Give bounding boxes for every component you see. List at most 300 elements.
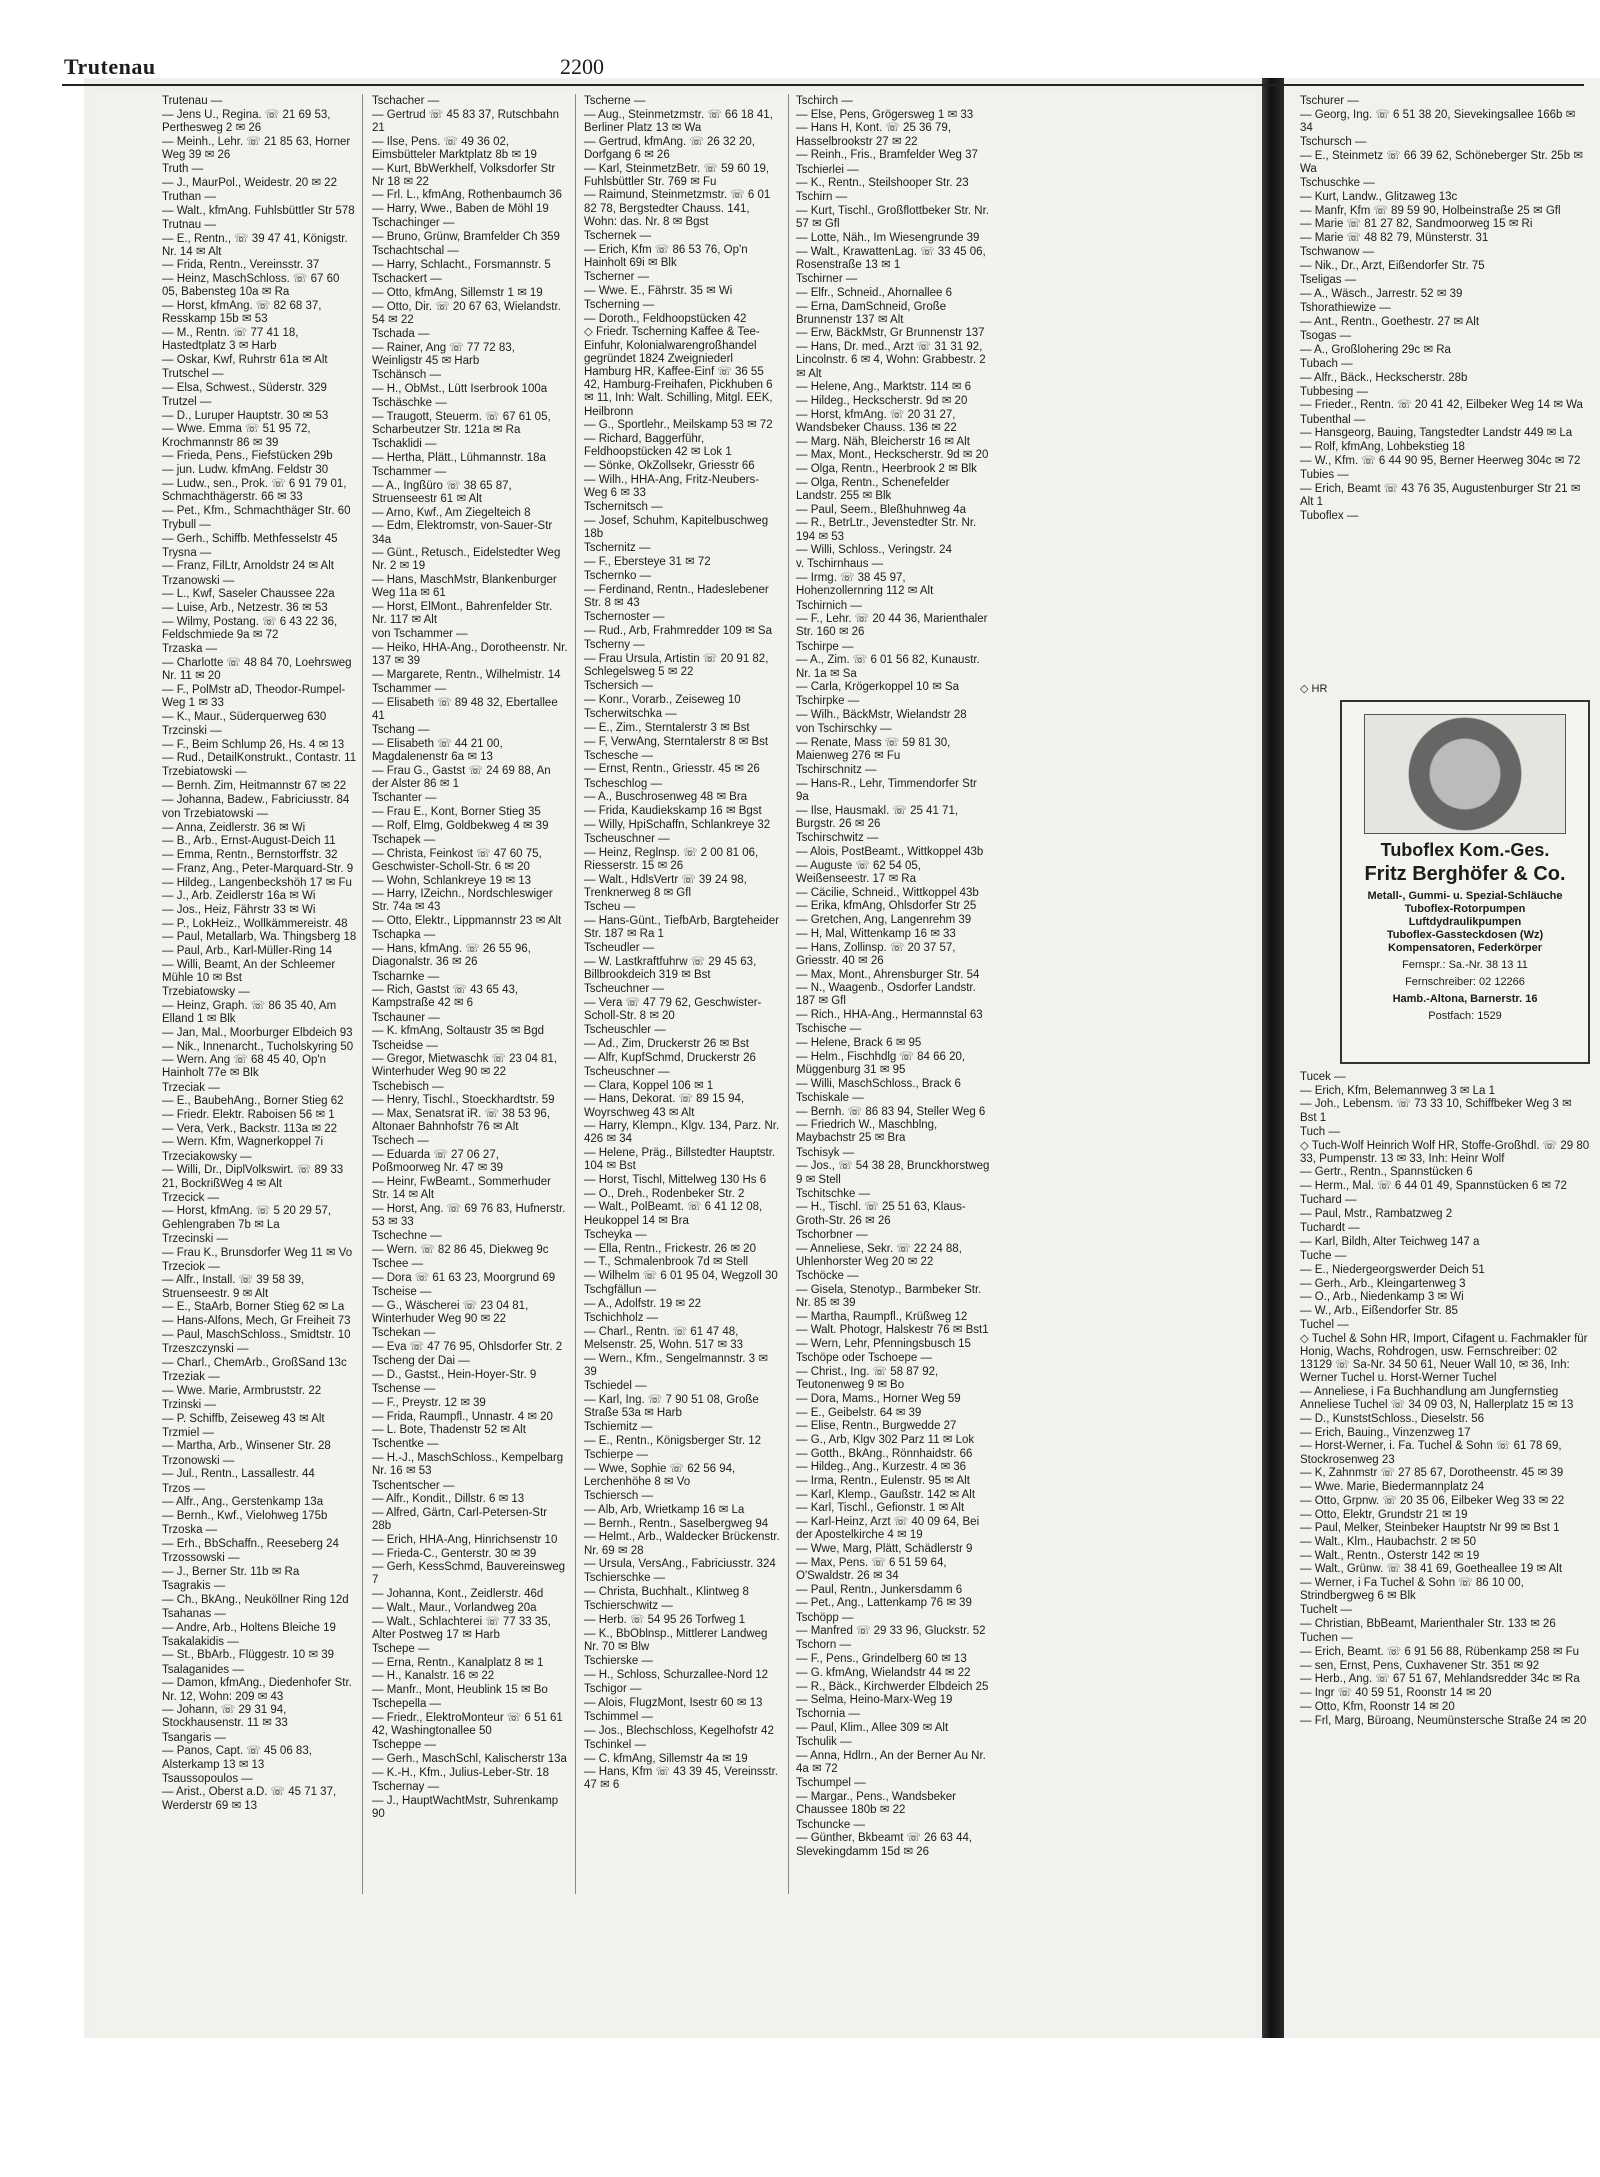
directory-entry: — Irma, Rentn., Eulenstr. 95 ✉ Alt [796, 1475, 970, 1488]
directory-entry: — Cäcilie, Schneid., Wittkoppel 43b [796, 886, 979, 899]
directory-entry: Tschekan — [372, 1327, 436, 1340]
directory-entry: Tschiersch — [584, 1490, 654, 1503]
directory-entry: — Gerh, KessSchmd, Bauvereinsweg 7 [372, 1561, 566, 1587]
directory-entry: — E., Geibelstr. 64 ✉ 39 [796, 1406, 922, 1419]
directory-entry: — Christian, BbBeamt, Marienthaler Str. 133 ✉ 26 [1300, 1618, 1556, 1631]
directory-entry: — L., Kwf, Saseler Chaussee 22a [162, 588, 335, 601]
directory-entry: — Wern., Kfm., Sengelmannstr. 3 ✉ 39 [584, 1352, 768, 1378]
ad-company: Tuboflex Kom.-Ges. [1380, 840, 1550, 860]
directory-entry: — E., Rentn., ☏ 39 47 41, Königstr. Nr. 14 ✉ Alt [162, 232, 348, 258]
directory-entry: Tschentscher — [372, 1479, 455, 1492]
directory-entry: Tschwanow — [1300, 246, 1375, 259]
directory-entry: Trybull — [162, 518, 211, 531]
directory-entry: — Max, Mont., Heckscherstr. 9d ✉ 20 [796, 449, 989, 462]
ad-postbox: Postfach: 1529 [1428, 1010, 1502, 1022]
directory-entry: — Ferdinand, Rentn., Hadeslebener Str. 8 ✉ 43 [584, 583, 769, 610]
directory-entry: — Hildeg., Ang., Kurzestr. 4 ✉ 36 [796, 1461, 967, 1474]
directory-entry: — Bernh., Kwf., Vielohweg 175b [162, 1509, 328, 1522]
directory-entry: — Hans, MaschMstr, Blankenburger Weg 11a ✉ 61 [372, 574, 557, 600]
directory-entry: — F., PolMstr aD, Theodor-Rumpel-Weg 1 ✉ 33 [162, 683, 346, 709]
directory-entry: — Walt., Grünw. ☏ 38 41 69, Goetheallee 19 ✉ Alt [1300, 1563, 1563, 1576]
directory-entry: — Erich, HHA-Ang, Hinrichsenstr 10 [372, 1533, 558, 1546]
directory-entry: Tscherny — [584, 639, 645, 652]
directory-entry: — Meinh., Lehr. ☏ 21 85 63, Horner Weg 39 ✉ 26 [162, 135, 351, 161]
directory-entry: — Karl, Bildh, Alter Teichweg 147 a [1300, 1235, 1480, 1248]
directory-entry: — Max, Mont., Ahrensburger Str. 54 [796, 968, 980, 981]
directory-entry: Truth — [162, 163, 204, 176]
directory-entry: Trzeciak — [162, 1081, 220, 1094]
directory-entry: — Martha, Raumpfl., Krüßweg 12 [796, 1310, 968, 1323]
directory-entry: — Frieda-C., Genterstr. 30 ✉ 39 [372, 1547, 537, 1560]
directory-entry: — Walt., kfmAng. Fuhlsbüttler Str 578 [162, 204, 355, 217]
directory-entry: — Horst, kfmAng. ☏ 5 20 29 57, Gehlengraben 7b ✉ La [162, 1205, 332, 1231]
directory-entry: — Traugott, Steuerm. ☏ 67 61 05, Scharbeutzer Str. 121a ✉ Ra [372, 410, 551, 436]
directory-entry: — W., Kfm. ☏ 6 44 90 95, Berner Heerweg 304c ✉ 72 [1300, 454, 1581, 467]
page-number: 2200 [560, 54, 604, 79]
directory-entry: Trysna — [162, 546, 212, 559]
directory-entry: — Paul, Seem., Bleßhuhnweg 4a [796, 503, 967, 516]
directory-entry: — Alfr., Ang., Gerstenkamp 13a [162, 1496, 324, 1509]
directory-entry: Tscheidse — [372, 1039, 438, 1052]
directory-entry: Tsaussopoulos — [162, 1772, 253, 1785]
directory-entry: — K.-H., Kfm., Julius-Leber-Str. 18 [372, 1766, 550, 1779]
directory-entry: — Erw, BäckMstr, Gr Brunnenstr 137 [796, 327, 985, 340]
directory-entry: — Christa, Feinkost ☏ 47 60 75, Geschwister-Scholl-Str. 6 ✉ 20 [372, 847, 542, 873]
directory-entry: Tschulik — [796, 1736, 852, 1749]
directory-entry: — O., Dreh., Rodenbeker Str. 2 [584, 1187, 745, 1200]
directory-entry: — Aug., Steinmetzmstr. ☏ 66 18 41, Berliner Platz 13 ✉ Wa [584, 108, 773, 134]
directory-entry: — F., Lehr. ☏ 20 44 36, Marienthaler Str. 160 ✉ 26 [796, 613, 988, 639]
directory-entry: — Jos., Heiz, Fährstr 33 ✉ Wi [162, 903, 316, 916]
ad-marker: ◇ HR [1300, 683, 1328, 695]
directory-entry: — Helene, Ang., Marktstr. 114 ✉ 6 [796, 381, 971, 394]
directory-entry: — Hans-R., Lehr, Timmendorfer Str 9a [796, 778, 977, 804]
directory-entry: Tschirpe — [796, 640, 854, 653]
directory-entry: Tschee — [372, 1258, 424, 1271]
directory-entry: Tubbesing — [1300, 385, 1368, 398]
directory-entry: — H., Kanalstr. 16 ✉ 22 [372, 1670, 495, 1683]
directory-entry: — K., Rentn., Steilshooper Str. 23 [796, 177, 969, 190]
directory-entry: — Otto, Grpnw. ☏ 20 35 06, Eilbeker Weg 33 ✉ 22 [1300, 1494, 1565, 1507]
directory-entry: — Frl. L., kfmAng, Rothenbaumch 36 [372, 189, 562, 202]
directory-entry: — F., Pens., Grindelberg 60 ✉ 13 [796, 1653, 967, 1666]
directory-entry: Tucek — [1300, 1071, 1346, 1083]
directory-entry: — Christ., Ing. ☏ 58 87 92, Teutonenweg 9 ✉ Bo [796, 1365, 939, 1392]
directory-entry: — Rolf, kfmAng, Lohbekstieg 18 [1300, 441, 1465, 454]
directory-entry: — Horst, kfmAng. ☏ 82 68 37, Resskamp 15b ✉ 53 [162, 300, 322, 326]
directory-entry: — Karl, Klemp., Gaußstr. 142 ✉ Alt [796, 1488, 976, 1501]
directory-entry: — Selma, Heino-Marx-Weg 19 [796, 1694, 953, 1707]
directory-entry: Tscheise — [372, 1286, 432, 1299]
directory-entry: — Gregor, Mietwaschk ☏ 23 04 81, Winterhuder Weg 90 ✉ 22 [372, 1053, 558, 1079]
ad-phone: Fernspr.: Sa.-Nr. 38 13 11 [1402, 959, 1528, 971]
directory-entry: Tscherwitschka — [584, 708, 677, 721]
directory-entry: — Wern. Ang ☏ 68 45 40, Op'n Hainholt 77e ✉ Blk [162, 1054, 327, 1080]
directory-entry: — Helene, Brack 6 ✉ 95 [796, 1037, 922, 1050]
directory-entry: Tschernitsch — [584, 501, 663, 514]
directory-entry: Tschorbner — [796, 1228, 868, 1241]
directory-entry: — Paul, Mstr., Rambatzweg 2 [1300, 1208, 1453, 1221]
directory-entry: — Otto, Elektr., Lippmannstr 23 ✉ Alt [372, 915, 562, 928]
directory-entry: — Renate, Mass ☏ 59 81 30, Maienweg 276 ✉ Fu [796, 737, 951, 763]
directory-entry: — Ant., Rentn., Goethestr. 27 ✉ Alt [1300, 315, 1480, 328]
directory-entry: — G., Wäscherei ☏ 23 04 81, Winterhuder Weg 90 ✉ 22 [372, 1299, 529, 1326]
directory-entry: Trzecick — [162, 1191, 220, 1204]
directory-entry: — Walt., HdlsVertr ☏ 39 24 98, Trenknerweg 8 ✉ Gfl [584, 873, 747, 899]
directory-entry: — Horst-Werner, i. Fa. Tuchel & Sohn ☏ 61 78 69, Stockrosenweg 23 [1300, 1440, 1562, 1466]
directory-entry: Tshorathiewize — [1300, 302, 1391, 315]
directory-entry: Tschapek — [372, 833, 436, 846]
directory-entry: — Dora, Mams., Horner Weg 59 [796, 1392, 961, 1405]
directory-entry: — Heinz, Graph. ☏ 86 35 40, Am Elland 1 ✉ Blk [162, 999, 337, 1026]
directory-entry: Tschursch — [1300, 136, 1367, 149]
directory-entry: Tubies — [1300, 468, 1349, 481]
directory-entry: — Carla, Krögerkoppel 10 ✉ Sa [796, 681, 960, 694]
directory-entry: — Gotth., BkAng., Rönnhaidstr. 66 [796, 1447, 973, 1460]
directory-entry: — Anneliese, i Fa Buchhandlung am Jungfernstieg Anneliese Tuchel ☏ 34 09 03, N, Hallerplatz 15 ✉ 13 [1300, 1386, 1574, 1412]
directory-entry: — Franz, Ang., Peter-Marquard-Str. 9 [162, 862, 354, 875]
directory-entry: Tschiedel — [584, 1380, 647, 1393]
directory-entry: — Wwe. Marie, Armbruststr. 22 [162, 1384, 322, 1397]
directory-entry: — Bernh. ☏ 86 83 94, Steller Weg 6 [796, 1105, 986, 1118]
directory-entry: — Bernh., Rentn., Saselbergweg 94 [584, 1517, 769, 1530]
directory-entry: — Lotte, Näh., Im Wiesengrunde 39 [796, 232, 980, 245]
directory-entry: Tschebisch — [372, 1080, 444, 1093]
directory-entry: — sen, Ernst, Pens, Cuxhavener Str. 351 ✉ 92 [1300, 1659, 1540, 1672]
directory-entry: Tschachinger — [372, 217, 455, 230]
directory-entry: — A., Wäsch., Jarrestr. 52 ✉ 39 [1300, 287, 1463, 300]
directory-entry: Tschernko — [584, 570, 652, 583]
ad-line: Kompensatoren, Federkörper [1387, 942, 1543, 954]
directory-entry: — Wwe. Marie, Biedermannplatz 24 [1300, 1481, 1485, 1494]
directory-entry: Tschirch — [796, 95, 853, 107]
directory-entry: — Johanna, Kont., Zeidlerstr. 46d [372, 1588, 544, 1601]
directory-entry: Tscherner — [584, 271, 650, 284]
directory-entry: — Hans, Dr. med., Arzt ☏ 31 31 92, Lincolnstr. 6 ✉ 4, Wohn: Grabbestr. 2 ✉ Alt [796, 341, 986, 380]
directory-entry: — D., Luruper Hauptstr. 30 ✉ 53 [162, 409, 329, 422]
directory-entry: — B., Arb., Ernst-August-Deich 11 [162, 835, 336, 848]
directory-entry: — Elfr., Schneid., Ahornallee 6 [796, 286, 952, 299]
directory-entry: — Eva ☏ 47 76 95, Ohlsdorfer Str. 2 [372, 1340, 563, 1353]
directory-entry: — Frida, Kaudiekskamp 16 ✉ Bgst [584, 805, 762, 818]
directory-entry: — K., BbOblnsp., Mittlerer Landweg Nr. 70 ✉ Blw [584, 1627, 768, 1653]
running-header [0, 54, 1600, 84]
directory-entry: — Walt. Photogr, Halskestr 76 ✉ Bst1 [796, 1324, 989, 1337]
directory-entry: — Konr., Vorarb., Zeiseweg 10 [584, 693, 741, 706]
directory-entry: — Gretchen, Ang, Langenrehm 39 [796, 914, 972, 927]
directory-entry: — Rainer, Ang ☏ 77 72 83, Weinligstr 45 ✉ Harb [372, 341, 515, 367]
directory-entry: — Karl, SteinmetzBetr. ☏ 59 60 19, Fuhlsbüttler Str. 769 ✉ Fu [584, 162, 770, 188]
directory-entry: — Wern, Lehr, Pfenningsbusch 15 [796, 1337, 971, 1350]
directory-entry: Tschechne — [372, 1230, 442, 1243]
directory-entry: Tsagrakis — [162, 1579, 226, 1592]
directory-entry: — Hans-Günt., TiefbArb, Bargteheider Str. 187 ✉ Ra 1 [584, 914, 779, 940]
book-gutter [1262, 78, 1284, 2038]
directory-entry: — D., Gastst., Hein-Hoyer-Str. 9 [372, 1368, 537, 1381]
directory-entry: Trzeziak — [162, 1370, 220, 1383]
directory-entry: — C. kfmAng, Sillemstr 4a ✉ 19 [584, 1752, 748, 1765]
directory-entry: — A., Großlohering 29c ✉ Ra [1300, 343, 1451, 356]
directory-entry: — Gertrud ☏ 45 83 37, Rutschbahn 21 [372, 108, 559, 134]
directory-entry: — Elise, Rentn., Burgwedde 27 [796, 1420, 957, 1433]
directory-entry: Tschurer — [1300, 95, 1359, 107]
directory-entry: — Wwe. Emma ☏ 51 95 72, Krochmannstr 86 ✉ 39 [162, 423, 311, 449]
directory-entry: Trzebiatowsky — [162, 986, 250, 999]
directory-entry: Truthan — [162, 190, 216, 203]
directory-entry: — Wohn, Schlankreye 19 ✉ 13 [372, 874, 532, 887]
directory-entry: Tschiemitz — [584, 1421, 653, 1434]
directory-entry: — Hansgeorg, Bauing, Tangstedter Landstr 449 ✉ La [1300, 427, 1573, 440]
directory-entry: — Frieder., Rentn. ☏ 20 41 42, Eilbeker Weg 14 ✉ Wa [1300, 399, 1583, 412]
directory-entry: — Alois, PostBeamt., Wittkoppel 43b [796, 846, 984, 859]
directory-entry: — Walt., KrawattenLag. ☏ 33 45 06, Rosenstraße 13 ✉ 1 [796, 245, 986, 271]
directory-entry: ◇ Tuch-Wolf Heinrich Wolf HR, Stoffe-Großhdl. ☏ 29 80 33, Pumpenstr. 13 ✉ 33, Inh: Heinr Wolf [1300, 1139, 1590, 1165]
directory-entry: — Willi, Dr., DiplVolkswirt. ☏ 89 33 21, BockrißWeg 4 ✉ Alt [162, 1164, 344, 1190]
directory-entry: — Hans H, Kont. ☏ 25 36 79, Hasselbrookstr 27 ✉ 22 [796, 122, 952, 148]
directory-entry: — Herm., Mal. ☏ 6 44 01 49, Spannstücken 6 ✉ 72 [1300, 1180, 1567, 1193]
directory-entry: — Sönke, OkZollsekr, Griesstr 66 [584, 459, 755, 472]
directory-entry: — R., Bäck., Kirchwerder Elbdeich 25 [796, 1680, 989, 1693]
directory-entry: — St., BbArb., Flüggestr. 10 ✉ 39 [162, 1649, 334, 1662]
directory-entry: Tschanter — [372, 792, 437, 805]
directory-entry: — Ernst, Rentn., Griesstr. 45 ✉ 26 [584, 763, 760, 776]
directory-column-3 [584, 94, 780, 1793]
directory-entry: — Eduarda ☏ 27 06 27, Poßmoorweg Nr. 47 ✉ 39 [372, 1149, 504, 1175]
ad-telex: Fernschreiber: 02 12266 [1405, 976, 1525, 988]
directory-entry: — Hildeg., Langenbeckshöh 17 ✉ Fu [162, 876, 352, 889]
directory-entry: Tschense — [372, 1383, 436, 1396]
directory-entry: — Anna, Zeidlerstr. 36 ✉ Wi [162, 821, 306, 834]
directory-entry: Tubach — [1300, 357, 1353, 370]
directory-entry: — Helene, Präg., Billstedter Hauptstr. 104 ✉ Bst [584, 1147, 776, 1173]
ad-line: Tuboflex-Rotorpumpen [1404, 903, 1526, 915]
directory-entry: — Hans, Kfm ☏ 43 39 45, Vereinsstr. 47 ✉ 6 [584, 1766, 778, 1792]
directory-entry: von Trzebiatowski — [162, 808, 269, 821]
directory-entry: Tuche — [1300, 1250, 1347, 1263]
directory-entry: — Walt., PolBeamt. ☏ 6 41 12 08, Heukoppel 14 ✉ Bra [584, 1201, 763, 1227]
directory-entry: — D., KunststSchloss., Dieselstr. 56 [1300, 1413, 1485, 1426]
directory-entry: — A., Buschrosenweg 48 ✉ Bra [584, 791, 748, 804]
directory-entry: Tschöpp — [796, 1611, 854, 1624]
directory-entry: — jun. Ludw. kfmAng. Feldstr 30 [162, 463, 329, 476]
directory-entry: Tsogas — [1300, 329, 1352, 342]
directory-entry: — Rud., Arb, Frahmredder 109 ✉ Sa [584, 624, 772, 637]
directory-entry: — Marg. Näh, Bleicherstr 16 ✉ Alt [796, 435, 970, 448]
directory-entry: Tscheuschner — [584, 832, 670, 845]
directory-entry: — Horst, Ang. ☏ 69 76 83, Hufnerstr. 53 ✉ 33 [372, 1202, 566, 1229]
directory-entry: Tschierschwitz — [584, 1600, 673, 1613]
directory-entry: — G. kfmAng, Wielandstr 44 ✉ 22 [796, 1666, 971, 1679]
directory-entry: — E., Rentn., Königsberger Str. 12 [584, 1434, 762, 1447]
directory-entry: Tscheng der Dai — [372, 1355, 470, 1368]
directory-entry: — Frida, Raumpfl., Unnastr. 4 ✉ 20 [372, 1410, 553, 1423]
directory-entry: Tsahanas — [162, 1607, 226, 1620]
directory-entry: von Tschammer — [372, 628, 468, 641]
directory-entry: Tschernek — [584, 230, 652, 243]
directory-entry: — A., Adolfstr. 19 ✉ 22 [584, 1297, 702, 1310]
directory-column-1 [162, 94, 358, 1813]
directory-entry: Tuchen — [1300, 1632, 1353, 1645]
directory-entry: Tscheyka — [584, 1228, 647, 1241]
directory-entry: — Panos, Capt. ☏ 45 06 83, Alsterkamp 13 ✉ 13 [162, 1745, 312, 1771]
directory-entry: — Manfr., Mont, Heublink 15 ✉ Bo [372, 1684, 548, 1697]
directory-entry: — P., LokHeiz., Wollkämmereistr. 48 [162, 917, 348, 930]
directory-entry: — Gisela, Stenotyp., Barmbeker Str. Nr. 85 ✉ 39 [796, 1283, 982, 1309]
directory-entry: — Bernh. Zim, Heitmannstr 67 ✉ 22 [162, 780, 347, 793]
directory-entry: Tuboflex — [1300, 510, 1359, 523]
ad-line: Luftdydraulikpumpen [1408, 916, 1522, 928]
directory-entry: — Henry, Tischl., Stoeckhardtstr. 59 [372, 1094, 555, 1107]
directory-entry: — Arno, Kwf., Am Ziegelteich 8 [372, 506, 531, 519]
directory-entry: — Otto, Elektr, Grundstr 21 ✉ 19 [1300, 1508, 1468, 1521]
directory-entry: — Charl., ChemArb., GroßSand 13c [162, 1356, 347, 1369]
directory-entry: — Ad., Zim, Druckerstr 26 ✉ Bst [584, 1038, 749, 1051]
directory-entry: — Nik., Innenarcht., Tucholskyring 50 [162, 1040, 354, 1053]
directory-entry: ◇ Friedr. Tscherning Kaffee & Tee-Einfuhr, Kolonialwarengroßhandel gegründet 1824 Zweigniederl Hamburg HR, Kaffee-Einf ☏ 36 55 42, Hamburg-Freihafen, Pickhuben 6 ✉ 11, Inh: Walt. Schilling, Mitgl. EEK, Heilbronn [584, 326, 773, 418]
directory-entry: Trzos — [162, 1482, 206, 1495]
directory-entry: — Karl-Heinz, Arzt ☏ 40 09 64, Bei der Apostelkirche 4 ✉ 19 [796, 1516, 980, 1542]
directory-entry: — Helm., Fischhdlg ☏ 84 66 20, Müggenburg 31 ✉ 95 [796, 1050, 966, 1076]
directory-entry: — Wwe. E., Fährstr. 35 ✉ Wi [584, 284, 733, 297]
directory-entry: Tschierschke — [584, 1572, 666, 1585]
directory-entry: Tschentke — [372, 1438, 439, 1451]
directory-entry: Tscheuschler — [584, 1024, 666, 1037]
directory-entry: Tschornia — [796, 1708, 860, 1721]
header-rule [62, 84, 1584, 86]
directory-entry: — Johanna, Badew., Fabriciusstr. 84 [162, 793, 350, 806]
directory-entry: — K. kfmAng, Soltaustr 35 ✉ Bgd [372, 1025, 544, 1038]
directory-entry: Tschöpe oder Tschoepe — [796, 1352, 932, 1365]
directory-entry: — Wwe, Marg, Plätt, Schädlerstr 9 [796, 1543, 973, 1556]
directory-entry: — W., Arb., Eißendorfer Str. 85 [1300, 1304, 1458, 1317]
directory-entry: — Vera, Verk., Backstr. 113a ✉ 22 [162, 1122, 337, 1135]
directory-entry: — J., MaurPol., Weidestr. 20 ✉ 22 [162, 176, 337, 189]
directory-entry: — Jens U., Regina. ☏ 21 69 53, Perthesweg 2 ✉ 26 [162, 108, 331, 134]
directory-entry: Tscherning — [584, 299, 655, 312]
directory-entry: ◇ Tuchel & Sohn HR, Import, Cifagent u. Fachmakler für Honig, Wachs, Rohdrogen, usw. Fernschreiber: 02 13129 ☏ Sa-Nr. 34 50 61, Neuer Wall 10, ✉ 36, Inh: Werner Tuchel u. Horst-Werner Tuchel [1300, 1332, 1588, 1385]
directory-entry: — Hans, Dekorat. ☏ 89 15 94, Woyrschweg 43 ✉ Alt [584, 1093, 745, 1119]
directory-entry: Tschammer — [372, 465, 447, 478]
directory-entry: — Karl, Ing. ☏ 7 90 51 08, Große Straße 53a ✉ Harb [584, 1393, 759, 1419]
directory-entry: Tschernoster — [584, 611, 665, 624]
directory-entry: v. Tschirnhaus — [796, 558, 884, 571]
directory-entry: — Heinr, FwBeamt., Sommerhuder Str. 14 ✉ Alt [372, 1176, 551, 1202]
directory-entry: — Georg, Ing. ☏ 6 51 38 20, Sievekingsallee 166b ✉ 34 [1300, 108, 1576, 134]
directory-entry: — Doroth., Feldhoopstücken 42 [584, 312, 747, 325]
directory-entry: Tschachtschal — [372, 245, 459, 258]
directory-column-5 [1300, 94, 1590, 654]
directory-entry: Tscheuchner — [584, 983, 664, 996]
directory-entry: Tschierlei — [796, 163, 859, 176]
directory-entry: — Heinz, MaschSchloss. ☏ 67 60 05, Babensteg 10a ✉ Ra [162, 273, 340, 299]
directory-entry: — Wilh., HHA-Ang, Fritz-Neubers-Weg 6 ✉ 33 [584, 473, 760, 499]
directory-entry: — Alfred, Gärtn, Carl-Petersen-Str 28b [372, 1506, 548, 1533]
directory-entry: Trutenau — [162, 95, 223, 107]
directory-entry: — Harry, Wwe., Baben de Möhl 19 [372, 203, 549, 216]
directory-entry: — Ludw., sen., Prok. ☏ 6 91 79 01, Schmachthägerstr. 66 ✉ 33 [162, 477, 347, 503]
directory-entry: — E., Zim., Sterntalerstr 3 ✉ Bst [584, 721, 750, 734]
directory-entry: — Wern. Kfm, Wagnerkoppel 7i [162, 1136, 324, 1149]
directory-entry: Tschinkel — [584, 1738, 646, 1751]
directory-entry: — Luise, Arb., Netzestr. 36 ✉ 53 [162, 602, 328, 615]
directory-entry: — Rud., DetailKonstrukt., Contastr. 11 [162, 752, 357, 765]
directory-entry: — Kurt, BbWerkhelf, Volksdorfer Str Nr 18 ✉ 22 [372, 162, 556, 188]
directory-entry: Tschernitz — [584, 542, 651, 555]
directory-entry: — Anna, Hdlrn., An der Berner Au Nr. 4a ✉ 72 [796, 1750, 986, 1776]
directory-entry: — Ilse, Hausmakl. ☏ 25 41 71, Burgstr. 26 ✉ 26 [796, 805, 959, 831]
directory-entry: Tschepe — [372, 1642, 430, 1655]
directory-entry: Tschierske — [584, 1655, 654, 1668]
directory-entry: — Kurt, Landw., Glitzaweg 13c [1300, 190, 1458, 203]
directory-entry: — Christa, Buchhalt., Klintweg 8 [584, 1586, 749, 1599]
directory-entry: — Emma, Rentn., Bernstorffstr. 32 [162, 849, 338, 862]
directory-entry: — Wilh., BäckMstr, Wielandstr 28 [796, 709, 967, 722]
directory-entry: — Werner, i Fa Tuchel & Sohn ☏ 86 10 00, Strindbergweg 6 ✉ Blk [1300, 1577, 1524, 1603]
column-divider [575, 94, 576, 1894]
directory-entry: — F., Beim Schlump 26, Hs. 4 ✉ 13 [162, 738, 345, 751]
directory-entry: — Harry, IZeichn., Nordschleswiger Str. 74a ✉ 43 [372, 888, 553, 914]
directory-entry: — H., ObMst., Lütt Iserbrook 100a [372, 382, 548, 395]
directory-entry: — A., Ingßüro ☏ 38 65 87, Struenseestr 61 ✉ Alt [372, 479, 512, 505]
directory-entry: — O., Arb., Niedenkamp 3 ✉ Wi [1300, 1291, 1464, 1304]
directory-entry: — P. Schiffb, Zeiseweg 43 ✉ Alt [162, 1412, 325, 1425]
directory-entry: Tschirner — [796, 273, 858, 286]
directory-entry: — Auguste ☏ 62 54 05, Weißenseestr. 17 ✉ Ra [796, 859, 921, 886]
directory-entry: Trutschel — [162, 368, 224, 381]
directory-entry: — Erich, Kfm ☏ 86 53 76, Op'n Hainholt 69i ✉ Blk [584, 243, 748, 269]
directory-entry: — Wwe, Sophie ☏ 62 56 94, Lerchenhöhe 8 ✉ Vo [584, 1462, 736, 1489]
directory-entry: — Wilmy, Postang. ☏ 6 43 22 36, Feldschmiede 9a ✉ 72 [162, 615, 338, 641]
directory-entry: Tuchard — [1300, 1194, 1357, 1207]
directory-entry: Tscheschlog — [584, 777, 662, 790]
directory-entry: — Pet., Kfm., Schmachthäger Str. 60 [162, 504, 351, 517]
directory-entry: Trzebiatowski — [162, 766, 247, 779]
directory-entry: Tschirn — [796, 191, 848, 204]
directory-entry: — Richard, Baggerführ, Feldhoopstücken 42 ✉ Lok 1 [584, 433, 732, 459]
directory-entry: — Gerh., Arb., Kleingartenweg 3 [1300, 1277, 1466, 1290]
directory-entry: — Max, Senatsrat iR. ☏ 38 53 96, Altonaer Bahnhofstr 76 ✉ Alt [372, 1108, 551, 1134]
directory-entry: — Elisabeth ☏ 89 48 32, Ebertallee 41 [372, 696, 558, 723]
directory-entry: Tschackert — [372, 273, 442, 286]
directory-entry: — Manfred ☏ 29 33 96, Gluckstr. 52 [796, 1625, 986, 1638]
directory-entry: — M., Rentn. ☏ 77 41 18, Hastedtplatz 3 ✉ Harb [162, 326, 299, 353]
directory-entry: Tschimmel — [584, 1710, 654, 1723]
directory-entry: — Otto, Dir. ☏ 20 67 63, Wielandstr. 54 ✉ 22 [372, 300, 561, 326]
directory-entry: Tschöcke — [796, 1269, 859, 1282]
directory-entry: — Paul, Rentn., Junkersdamm 6 [796, 1583, 963, 1596]
directory-entry: Trutnau — [162, 218, 216, 231]
directory-entry: Tschaklidi — [372, 438, 437, 451]
directory-entry: — Erika, kfmAng, Ohlsdorfer Str 25 [796, 900, 977, 913]
directory-entry: Tschirschnitz — [796, 764, 877, 777]
directory-entry: — G., Arb, Klgv 302 Parz 11 ✉ Lok [796, 1433, 975, 1446]
directory-entry: — Günt., Retusch., Eidelstedter Weg Nr. 2 ✉ 19 [372, 547, 561, 573]
directory-entry: — J., Arb. Zeidlerstr 16a ✉ Wi [162, 890, 316, 903]
directory-entry: Tschernay — [372, 1780, 440, 1793]
directory-entry: — A., Zim. ☏ 6 01 56 82, Kunaustr. Nr. 1a ✉ Sa [796, 654, 980, 680]
directory-entry: — Rich., HHA-Ang., Hermannstal 63 [796, 1009, 983, 1022]
directory-entry: von Tschirschky — [796, 723, 892, 736]
directory-entry: Tschuncke — [796, 1818, 866, 1831]
directory-entry: — Olga, Rentn., Schenefelder Landstr. 255 ✉ Blk [796, 476, 950, 502]
directory-entry: Tschirschwitz — [796, 832, 879, 845]
directory-entry: — Ingr ☏ 40 59 51, Roonstr 14 ✉ 20 [1300, 1687, 1492, 1700]
directory-entry: — Bruno, Grünw, Bramfelder Ch 359 [372, 231, 560, 244]
directory-entry: Tschersich — [584, 680, 654, 693]
directory-entry: Tschiskale — [796, 1091, 864, 1104]
directory-entry: — F, VerwAng, Sterntalerstr 8 ✉ Bst [584, 735, 769, 748]
directory-entry: — H., Tischl. ☏ 25 51 63, Klaus-Groth-Str. 26 ✉ 26 [796, 1201, 966, 1227]
